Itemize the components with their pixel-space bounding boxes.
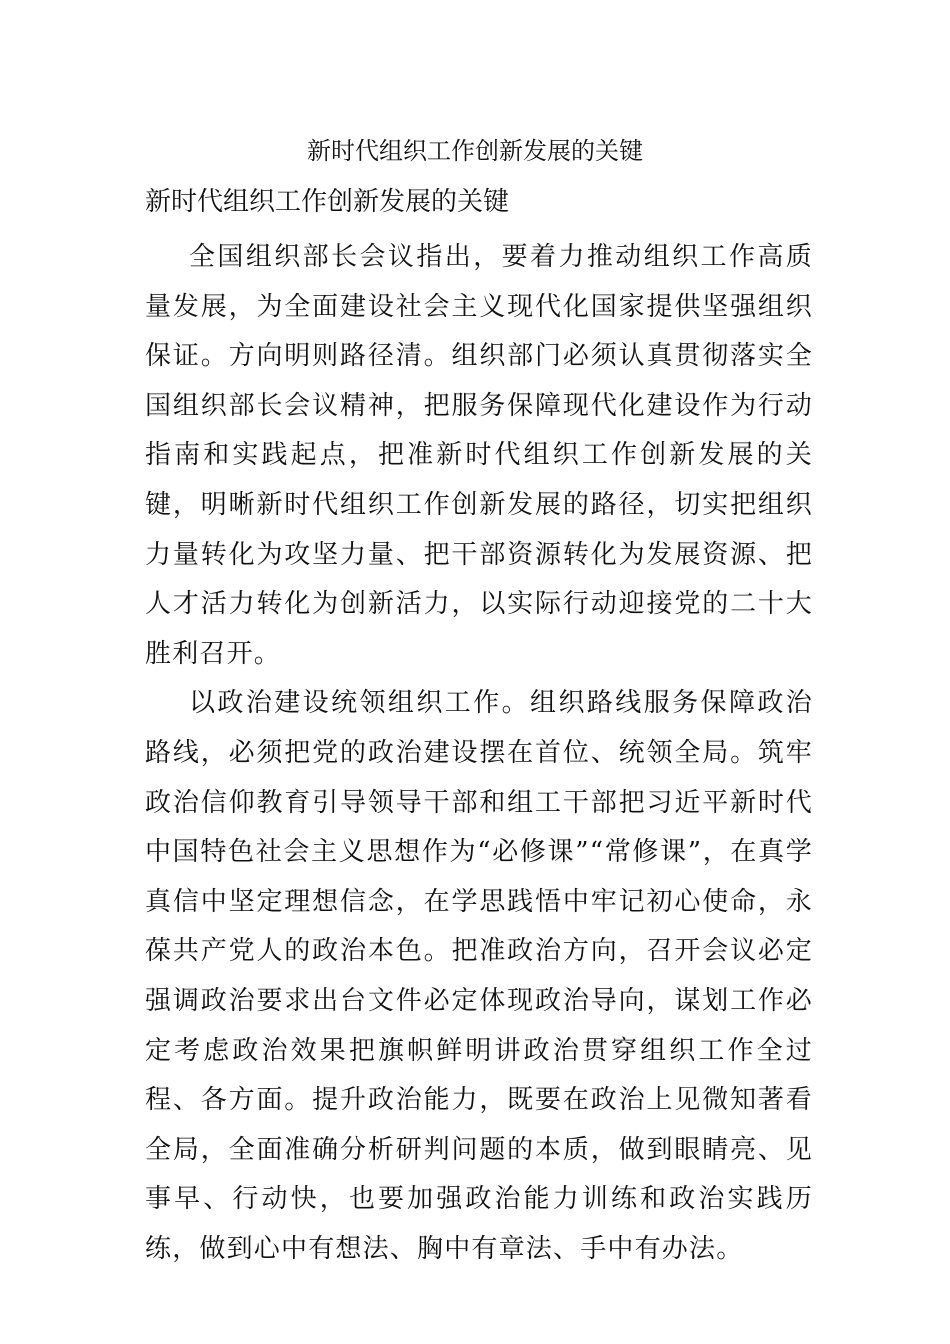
paragraph-2: 以政治建设统领组织工作。组织路线服务保障政治路线，必须把党的政治建设摆在首位、统领全局。筑牢政治信仰教育引导领导干部和组工干部把习近平新时代中国特色社会主义思想作为“必修课”“常修课”，在真学真信中坚定理想信念，在学思践悟中牢记初心使命，永葆共产党人的政治本色。把准政治方向，召开会议必定强调政治要求出台文件必定体现政治导向，谋划工作必定考虑政治效果把旗帜鲜明讲政治贯穿组织工作全过程、各方面。提升政治能力，既要在政治上见微知著看全局，全面准确分析研判问题的本质，做到眼睛亮、见事早、行动快，也要加强政治能力训练和政治实践历练，做到心中有想法、胸中有章法、手中有办法。: [145, 688, 813, 1264]
document-body: [145, 233, 813, 1274]
document-subtitle: 新时代组织工作创新发展的关键: [145, 187, 510, 217]
document-title: 新时代组织工作创新发展的关键: [307, 137, 643, 165]
paragraph-1: 全国组织部长会议指出，要着力推动组织工作高质量发展，为全面建设社会主义现代化国家提供坚强组织保证。方向明则路径清。组织部门必须认真贯彻落实全国组织部长会议精神，把服务保障现代化建设作为行动指南和实践起点，把准新时代组织工作创新发展的关键，明晰新时代组织工作创新发展的路径，切实把组织力量转化为攻坚力量、把干部资源转化为发展资源、把人才活力转化为创新活力，以实际行动迎接党的二十大胜利召开。: [145, 242, 813, 669]
